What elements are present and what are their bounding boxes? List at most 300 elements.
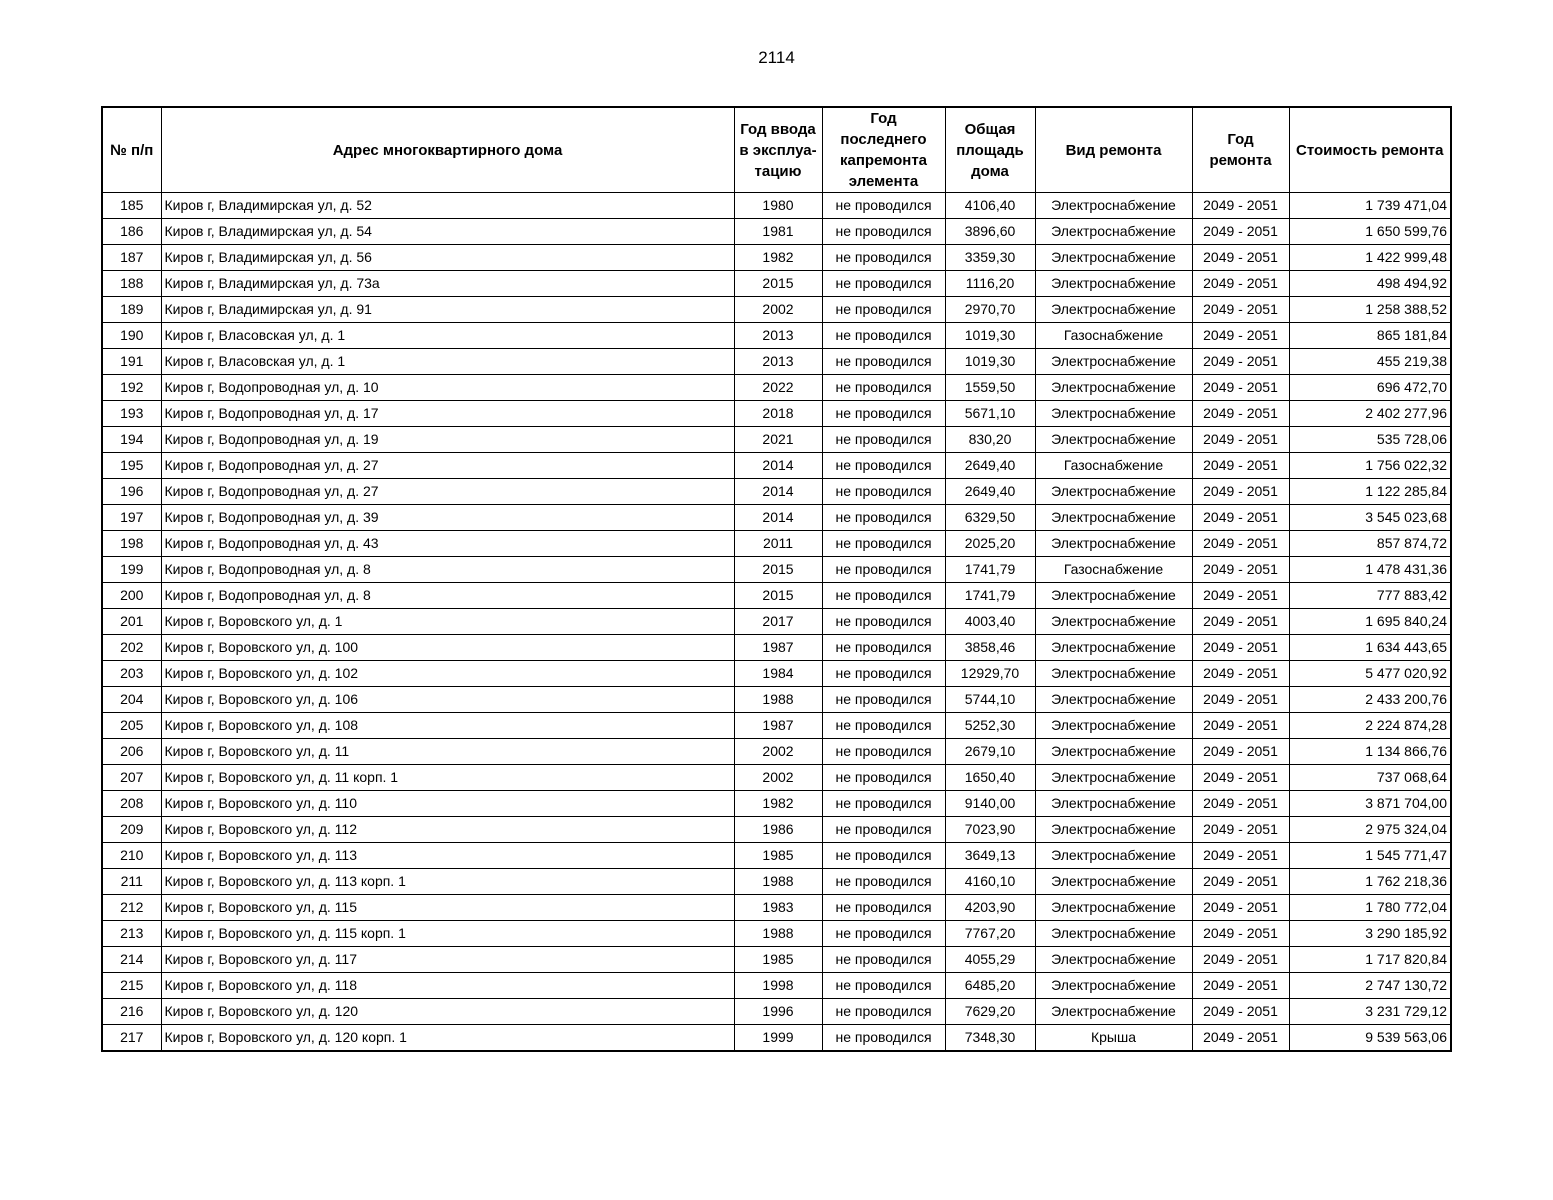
cell-num: 217 bbox=[102, 1025, 161, 1052]
cell-area: 1116,20 bbox=[945, 271, 1035, 297]
cell-num: 187 bbox=[102, 245, 161, 271]
cell-address: Киров г, Воровского ул, д. 108 bbox=[161, 713, 734, 739]
cell-repair-year: 2049 - 2051 bbox=[1192, 479, 1289, 505]
cell-address: Киров г, Воровского ул, д. 120 корп. 1 bbox=[161, 1025, 734, 1052]
cell-address: Киров г, Водопроводная ул, д. 10 bbox=[161, 375, 734, 401]
cell-num: 207 bbox=[102, 765, 161, 791]
cell-cost: 2 402 277,96 bbox=[1289, 401, 1451, 427]
cell-last-repair: не проводился bbox=[822, 921, 945, 947]
cell-year-built: 2014 bbox=[734, 453, 822, 479]
cell-num: 211 bbox=[102, 869, 161, 895]
cell-cost: 1 258 388,52 bbox=[1289, 297, 1451, 323]
cell-num: 210 bbox=[102, 843, 161, 869]
cell-num: 190 bbox=[102, 323, 161, 349]
cell-year-built: 1981 bbox=[734, 219, 822, 245]
cell-cost: 2 433 200,76 bbox=[1289, 687, 1451, 713]
cell-address: Киров г, Владимирская ул, д. 52 bbox=[161, 193, 734, 219]
cell-repair-type: Электроснабжение bbox=[1035, 973, 1192, 999]
cell-area: 1741,79 bbox=[945, 583, 1035, 609]
cell-last-repair: не проводился bbox=[822, 401, 945, 427]
header-address: Адрес многоквартирного дома bbox=[161, 107, 734, 193]
cell-year-built: 1987 bbox=[734, 713, 822, 739]
cell-area: 4003,40 bbox=[945, 609, 1035, 635]
cell-repair-year: 2049 - 2051 bbox=[1192, 661, 1289, 687]
cell-cost: 1 122 285,84 bbox=[1289, 479, 1451, 505]
table-row bbox=[102, 557, 1451, 583]
cell-area: 6485,20 bbox=[945, 973, 1035, 999]
cell-cost: 2 975 324,04 bbox=[1289, 817, 1451, 843]
cell-repair-year: 2049 - 2051 bbox=[1192, 921, 1289, 947]
cell-area: 2649,40 bbox=[945, 453, 1035, 479]
cell-cost: 1 634 443,65 bbox=[1289, 635, 1451, 661]
cell-cost: 857 874,72 bbox=[1289, 531, 1451, 557]
cell-address: Киров г, Власовская ул, д. 1 bbox=[161, 323, 734, 349]
cell-cost: 1 695 840,24 bbox=[1289, 609, 1451, 635]
cell-area: 4055,29 bbox=[945, 947, 1035, 973]
cell-num: 204 bbox=[102, 687, 161, 713]
cell-num: 195 bbox=[102, 453, 161, 479]
table-row bbox=[102, 271, 1451, 297]
cell-last-repair: не проводился bbox=[822, 219, 945, 245]
cell-num: 188 bbox=[102, 271, 161, 297]
cell-area: 1019,30 bbox=[945, 323, 1035, 349]
repair-registry-table bbox=[101, 106, 1452, 1052]
cell-num: 216 bbox=[102, 999, 161, 1025]
cell-last-repair: не проводился bbox=[822, 375, 945, 401]
cell-repair-type: Электроснабжение bbox=[1035, 349, 1192, 375]
cell-repair-type: Электроснабжение bbox=[1035, 921, 1192, 947]
cell-last-repair: не проводился bbox=[822, 479, 945, 505]
cell-num: 191 bbox=[102, 349, 161, 375]
cell-address: Киров г, Воровского ул, д. 117 bbox=[161, 947, 734, 973]
cell-year-built: 2002 bbox=[734, 739, 822, 765]
table-row bbox=[102, 765, 1451, 791]
header-num: № п/п bbox=[102, 107, 161, 193]
table-row bbox=[102, 921, 1451, 947]
cell-area: 5671,10 bbox=[945, 401, 1035, 427]
table-row bbox=[102, 895, 1451, 921]
header-repair-year: Год ремонта bbox=[1192, 107, 1289, 193]
cell-last-repair: не проводился bbox=[822, 817, 945, 843]
cell-year-built: 1988 bbox=[734, 869, 822, 895]
cell-last-repair: не проводился bbox=[822, 947, 945, 973]
cell-repair-year: 2049 - 2051 bbox=[1192, 453, 1289, 479]
cell-repair-type: Электроснабжение bbox=[1035, 297, 1192, 323]
cell-last-repair: не проводился bbox=[822, 193, 945, 219]
cell-year-built: 1986 bbox=[734, 817, 822, 843]
cell-num: 193 bbox=[102, 401, 161, 427]
cell-repair-year: 2049 - 2051 bbox=[1192, 973, 1289, 999]
cell-area: 7629,20 bbox=[945, 999, 1035, 1025]
header-repair-type: Вид ремонта bbox=[1035, 107, 1192, 193]
cell-last-repair: не проводился bbox=[822, 245, 945, 271]
cell-year-built: 2022 bbox=[734, 375, 822, 401]
cell-year-built: 1980 bbox=[734, 193, 822, 219]
cell-area: 4160,10 bbox=[945, 869, 1035, 895]
table-row bbox=[102, 583, 1451, 609]
cell-num: 209 bbox=[102, 817, 161, 843]
cell-last-repair: не проводился bbox=[822, 271, 945, 297]
cell-cost: 1 134 866,76 bbox=[1289, 739, 1451, 765]
table-row bbox=[102, 193, 1451, 219]
cell-num: 200 bbox=[102, 583, 161, 609]
cell-cost: 498 494,92 bbox=[1289, 271, 1451, 297]
cell-last-repair: не проводился bbox=[822, 583, 945, 609]
cell-year-built: 1985 bbox=[734, 843, 822, 869]
cell-area: 6329,50 bbox=[945, 505, 1035, 531]
page-number: 2114 bbox=[758, 48, 795, 67]
cell-year-built: 1999 bbox=[734, 1025, 822, 1052]
cell-repair-year: 2049 - 2051 bbox=[1192, 895, 1289, 921]
cell-cost: 865 181,84 bbox=[1289, 323, 1451, 349]
cell-repair-type: Электроснабжение bbox=[1035, 895, 1192, 921]
table-row bbox=[102, 739, 1451, 765]
cell-year-built: 1988 bbox=[734, 687, 822, 713]
cell-cost: 1 762 218,36 bbox=[1289, 869, 1451, 895]
cell-repair-type: Крыша bbox=[1035, 1025, 1192, 1052]
cell-last-repair: не проводился bbox=[822, 635, 945, 661]
cell-cost: 1 780 772,04 bbox=[1289, 895, 1451, 921]
cell-address: Киров г, Воровского ул, д. 11 bbox=[161, 739, 734, 765]
cell-area: 2970,70 bbox=[945, 297, 1035, 323]
cell-cost: 2 224 874,28 bbox=[1289, 713, 1451, 739]
table-row bbox=[102, 661, 1451, 687]
cell-area: 4203,90 bbox=[945, 895, 1035, 921]
cell-area: 12929,70 bbox=[945, 661, 1035, 687]
cell-num: 201 bbox=[102, 609, 161, 635]
cell-year-built: 2013 bbox=[734, 349, 822, 375]
table-row bbox=[102, 869, 1451, 895]
cell-year-built: 2021 bbox=[734, 427, 822, 453]
cell-repair-type: Электроснабжение bbox=[1035, 609, 1192, 635]
cell-repair-type: Электроснабжение bbox=[1035, 375, 1192, 401]
cell-num: 194 bbox=[102, 427, 161, 453]
cell-repair-year: 2049 - 2051 bbox=[1192, 323, 1289, 349]
cell-year-built: 1996 bbox=[734, 999, 822, 1025]
cell-repair-type: Электроснабжение bbox=[1035, 713, 1192, 739]
cell-last-repair: не проводился bbox=[822, 1025, 945, 1052]
cell-address: Киров г, Воровского ул, д. 110 bbox=[161, 791, 734, 817]
cell-repair-type: Газоснабжение bbox=[1035, 453, 1192, 479]
cell-address: Киров г, Воровского ул, д. 100 bbox=[161, 635, 734, 661]
cell-repair-year: 2049 - 2051 bbox=[1192, 843, 1289, 869]
header-cost: Стоимость ремонта bbox=[1289, 107, 1451, 193]
table-row bbox=[102, 791, 1451, 817]
cell-area: 1559,50 bbox=[945, 375, 1035, 401]
table-row bbox=[102, 1025, 1451, 1052]
cell-area: 3896,60 bbox=[945, 219, 1035, 245]
cell-cost: 696 472,70 bbox=[1289, 375, 1451, 401]
cell-last-repair: не проводился bbox=[822, 609, 945, 635]
cell-year-built: 1987 bbox=[734, 635, 822, 661]
cell-address: Киров г, Воровского ул, д. 115 корп. 1 bbox=[161, 921, 734, 947]
cell-cost: 1 739 471,04 bbox=[1289, 193, 1451, 219]
table-row bbox=[102, 999, 1451, 1025]
cell-address: Киров г, Водопроводная ул, д. 8 bbox=[161, 557, 734, 583]
cell-repair-year: 2049 - 2051 bbox=[1192, 635, 1289, 661]
cell-address: Киров г, Воровского ул, д. 115 bbox=[161, 895, 734, 921]
header-last-repair: Год последнего капремонта элемента bbox=[822, 107, 945, 193]
cell-year-built: 2002 bbox=[734, 297, 822, 323]
cell-last-repair: не проводился bbox=[822, 999, 945, 1025]
cell-area: 7023,90 bbox=[945, 817, 1035, 843]
cell-last-repair: не проводился bbox=[822, 713, 945, 739]
cell-repair-type: Электроснабжение bbox=[1035, 687, 1192, 713]
cell-repair-year: 2049 - 2051 bbox=[1192, 609, 1289, 635]
cell-repair-type: Электроснабжение bbox=[1035, 869, 1192, 895]
cell-repair-year: 2049 - 2051 bbox=[1192, 245, 1289, 271]
cell-area: 7767,20 bbox=[945, 921, 1035, 947]
cell-repair-type: Газоснабжение bbox=[1035, 323, 1192, 349]
cell-repair-type: Электроснабжение bbox=[1035, 817, 1192, 843]
cell-area: 5744,10 bbox=[945, 687, 1035, 713]
cell-repair-year: 2049 - 2051 bbox=[1192, 531, 1289, 557]
cell-num: 212 bbox=[102, 895, 161, 921]
cell-address: Киров г, Воровского ул, д. 106 bbox=[161, 687, 734, 713]
table-row bbox=[102, 349, 1451, 375]
cell-year-built: 2018 bbox=[734, 401, 822, 427]
cell-num: 206 bbox=[102, 739, 161, 765]
cell-cost: 535 728,06 bbox=[1289, 427, 1451, 453]
table-row bbox=[102, 843, 1451, 869]
cell-cost: 737 068,64 bbox=[1289, 765, 1451, 791]
cell-area: 3359,30 bbox=[945, 245, 1035, 271]
cell-repair-type: Электроснабжение bbox=[1035, 401, 1192, 427]
cell-repair-year: 2049 - 2051 bbox=[1192, 193, 1289, 219]
cell-repair-type: Электроснабжение bbox=[1035, 583, 1192, 609]
cell-last-repair: не проводился bbox=[822, 505, 945, 531]
cell-cost: 1 717 820,84 bbox=[1289, 947, 1451, 973]
cell-address: Киров г, Воровского ул, д. 120 bbox=[161, 999, 734, 1025]
cell-area: 9140,00 bbox=[945, 791, 1035, 817]
table-row bbox=[102, 427, 1451, 453]
cell-num: 189 bbox=[102, 297, 161, 323]
cell-num: 214 bbox=[102, 947, 161, 973]
cell-num: 196 bbox=[102, 479, 161, 505]
cell-num: 197 bbox=[102, 505, 161, 531]
cell-repair-type: Электроснабжение bbox=[1035, 999, 1192, 1025]
cell-num: 186 bbox=[102, 219, 161, 245]
cell-num: 208 bbox=[102, 791, 161, 817]
table-row bbox=[102, 505, 1451, 531]
cell-area: 3649,13 bbox=[945, 843, 1035, 869]
cell-year-built: 2011 bbox=[734, 531, 822, 557]
cell-repair-year: 2049 - 2051 bbox=[1192, 427, 1289, 453]
cell-cost: 1 756 022,32 bbox=[1289, 453, 1451, 479]
cell-year-built: 1988 bbox=[734, 921, 822, 947]
cell-num: 198 bbox=[102, 531, 161, 557]
cell-last-repair: не проводился bbox=[822, 869, 945, 895]
cell-address: Киров г, Владимирская ул, д. 73а bbox=[161, 271, 734, 297]
cell-last-repair: не проводился bbox=[822, 349, 945, 375]
cell-area: 2679,10 bbox=[945, 739, 1035, 765]
cell-repair-type: Электроснабжение bbox=[1035, 505, 1192, 531]
cell-address: Киров г, Воровского ул, д. 1 bbox=[161, 609, 734, 635]
cell-address: Киров г, Водопроводная ул, д. 39 bbox=[161, 505, 734, 531]
table-row bbox=[102, 713, 1451, 739]
cell-address: Киров г, Воровского ул, д. 112 bbox=[161, 817, 734, 843]
cell-last-repair: не проводился bbox=[822, 687, 945, 713]
cell-year-built: 1985 bbox=[734, 947, 822, 973]
cell-cost: 1 478 431,36 bbox=[1289, 557, 1451, 583]
cell-num: 203 bbox=[102, 661, 161, 687]
cell-address: Киров г, Власовская ул, д. 1 bbox=[161, 349, 734, 375]
table-row bbox=[102, 635, 1451, 661]
cell-last-repair: не проводился bbox=[822, 297, 945, 323]
cell-address: Киров г, Воровского ул, д. 113 корп. 1 bbox=[161, 869, 734, 895]
cell-repair-year: 2049 - 2051 bbox=[1192, 297, 1289, 323]
cell-area: 7348,30 bbox=[945, 1025, 1035, 1052]
cell-repair-type: Электроснабжение bbox=[1035, 427, 1192, 453]
cell-address: Киров г, Владимирская ул, д. 54 bbox=[161, 219, 734, 245]
cell-repair-year: 2049 - 2051 bbox=[1192, 505, 1289, 531]
cell-repair-year: 2049 - 2051 bbox=[1192, 999, 1289, 1025]
cell-repair-year: 2049 - 2051 bbox=[1192, 765, 1289, 791]
cell-address: Киров г, Водопроводная ул, д. 43 bbox=[161, 531, 734, 557]
cell-area: 5252,30 bbox=[945, 713, 1035, 739]
cell-repair-year: 2049 - 2051 bbox=[1192, 349, 1289, 375]
cell-repair-type: Электроснабжение bbox=[1035, 947, 1192, 973]
cell-last-repair: не проводился bbox=[822, 739, 945, 765]
cell-cost: 3 871 704,00 bbox=[1289, 791, 1451, 817]
cell-cost: 777 883,42 bbox=[1289, 583, 1451, 609]
cell-repair-year: 2049 - 2051 bbox=[1192, 271, 1289, 297]
cell-year-built: 2013 bbox=[734, 323, 822, 349]
cell-repair-type: Газоснабжение bbox=[1035, 557, 1192, 583]
cell-area: 1019,30 bbox=[945, 349, 1035, 375]
cell-repair-type: Электроснабжение bbox=[1035, 479, 1192, 505]
cell-address: Киров г, Водопроводная ул, д. 27 bbox=[161, 453, 734, 479]
cell-address: Киров г, Воровского ул, д. 11 корп. 1 bbox=[161, 765, 734, 791]
cell-num: 202 bbox=[102, 635, 161, 661]
cell-year-built: 1982 bbox=[734, 791, 822, 817]
cell-last-repair: не проводился bbox=[822, 427, 945, 453]
cell-cost: 1 422 999,48 bbox=[1289, 245, 1451, 271]
cell-cost: 3 545 023,68 bbox=[1289, 505, 1451, 531]
cell-address: Киров г, Воровского ул, д. 118 bbox=[161, 973, 734, 999]
cell-cost: 1 545 771,47 bbox=[1289, 843, 1451, 869]
cell-repair-year: 2049 - 2051 bbox=[1192, 401, 1289, 427]
cell-year-built: 2002 bbox=[734, 765, 822, 791]
cell-year-built: 2014 bbox=[734, 479, 822, 505]
cell-address: Киров г, Водопроводная ул, д. 17 bbox=[161, 401, 734, 427]
cell-area: 4106,40 bbox=[945, 193, 1035, 219]
cell-num: 205 bbox=[102, 713, 161, 739]
table-body bbox=[102, 193, 1451, 1052]
table-row bbox=[102, 375, 1451, 401]
cell-repair-year: 2049 - 2051 bbox=[1192, 947, 1289, 973]
cell-repair-year: 2049 - 2051 bbox=[1192, 869, 1289, 895]
cell-repair-type: Электроснабжение bbox=[1035, 531, 1192, 557]
cell-repair-year: 2049 - 2051 bbox=[1192, 687, 1289, 713]
table-row bbox=[102, 609, 1451, 635]
table-row bbox=[102, 687, 1451, 713]
cell-area: 1741,79 bbox=[945, 557, 1035, 583]
cell-cost: 455 219,38 bbox=[1289, 349, 1451, 375]
cell-num: 199 bbox=[102, 557, 161, 583]
cell-year-built: 2015 bbox=[734, 583, 822, 609]
cell-cost: 3 231 729,12 bbox=[1289, 999, 1451, 1025]
cell-area: 2649,40 bbox=[945, 479, 1035, 505]
cell-year-built: 2015 bbox=[734, 557, 822, 583]
cell-last-repair: не проводился bbox=[822, 453, 945, 479]
cell-address: Киров г, Владимирская ул, д. 56 bbox=[161, 245, 734, 271]
cell-year-built: 1984 bbox=[734, 661, 822, 687]
cell-cost: 1 650 599,76 bbox=[1289, 219, 1451, 245]
cell-area: 3858,46 bbox=[945, 635, 1035, 661]
cell-num: 213 bbox=[102, 921, 161, 947]
cell-repair-type: Электроснабжение bbox=[1035, 271, 1192, 297]
cell-repair-year: 2049 - 2051 bbox=[1192, 1025, 1289, 1052]
table-row bbox=[102, 219, 1451, 245]
cell-repair-type: Электроснабжение bbox=[1035, 765, 1192, 791]
header-row bbox=[102, 107, 1451, 193]
cell-repair-type: Электроснабжение bbox=[1035, 791, 1192, 817]
cell-year-built: 1983 bbox=[734, 895, 822, 921]
table-row bbox=[102, 453, 1451, 479]
cell-last-repair: не проводился bbox=[822, 661, 945, 687]
table-row bbox=[102, 297, 1451, 323]
cell-last-repair: не проводился bbox=[822, 531, 945, 557]
cell-cost: 3 290 185,92 bbox=[1289, 921, 1451, 947]
cell-repair-type: Электроснабжение bbox=[1035, 635, 1192, 661]
cell-repair-type: Электроснабжение bbox=[1035, 739, 1192, 765]
cell-repair-year: 2049 - 2051 bbox=[1192, 219, 1289, 245]
cell-area: 1650,40 bbox=[945, 765, 1035, 791]
cell-year-built: 1982 bbox=[734, 245, 822, 271]
cell-repair-year: 2049 - 2051 bbox=[1192, 817, 1289, 843]
cell-repair-year: 2049 - 2051 bbox=[1192, 375, 1289, 401]
cell-repair-year: 2049 - 2051 bbox=[1192, 557, 1289, 583]
cell-repair-type: Электроснабжение bbox=[1035, 245, 1192, 271]
cell-num: 192 bbox=[102, 375, 161, 401]
cell-year-built: 2014 bbox=[734, 505, 822, 531]
cell-repair-type: Электроснабжение bbox=[1035, 219, 1192, 245]
cell-address: Киров г, Владимирская ул, д. 91 bbox=[161, 297, 734, 323]
cell-area: 830,20 bbox=[945, 427, 1035, 453]
cell-repair-year: 2049 - 2051 bbox=[1192, 791, 1289, 817]
cell-year-built: 2015 bbox=[734, 271, 822, 297]
cell-address: Киров г, Водопроводная ул, д. 8 bbox=[161, 583, 734, 609]
cell-last-repair: не проводился bbox=[822, 973, 945, 999]
cell-address: Киров г, Водопроводная ул, д. 19 bbox=[161, 427, 734, 453]
cell-year-built: 2017 bbox=[734, 609, 822, 635]
cell-cost: 9 539 563,06 bbox=[1289, 1025, 1451, 1052]
cell-cost: 2 747 130,72 bbox=[1289, 973, 1451, 999]
cell-repair-year: 2049 - 2051 bbox=[1192, 713, 1289, 739]
cell-address: Киров г, Водопроводная ул, д. 27 bbox=[161, 479, 734, 505]
cell-last-repair: не проводился bbox=[822, 557, 945, 583]
cell-repair-type: Электроснабжение bbox=[1035, 843, 1192, 869]
table-row bbox=[102, 947, 1451, 973]
cell-cost: 5 477 020,92 bbox=[1289, 661, 1451, 687]
cell-last-repair: не проводился bbox=[822, 765, 945, 791]
header-year-built: Год ввода в эксплуа-тацию bbox=[734, 107, 822, 193]
cell-address: Киров г, Воровского ул, д. 113 bbox=[161, 843, 734, 869]
cell-last-repair: не проводился bbox=[822, 895, 945, 921]
header-area: Общая площадь дома bbox=[945, 107, 1035, 193]
cell-repair-type: Электроснабжение bbox=[1035, 661, 1192, 687]
cell-num: 215 bbox=[102, 973, 161, 999]
cell-repair-type: Электроснабжение bbox=[1035, 193, 1192, 219]
cell-address: Киров г, Воровского ул, д. 102 bbox=[161, 661, 734, 687]
table-row bbox=[102, 973, 1451, 999]
table-row bbox=[102, 479, 1451, 505]
cell-repair-year: 2049 - 2051 bbox=[1192, 739, 1289, 765]
table-row bbox=[102, 245, 1451, 271]
table-row bbox=[102, 817, 1451, 843]
cell-last-repair: не проводился bbox=[822, 791, 945, 817]
